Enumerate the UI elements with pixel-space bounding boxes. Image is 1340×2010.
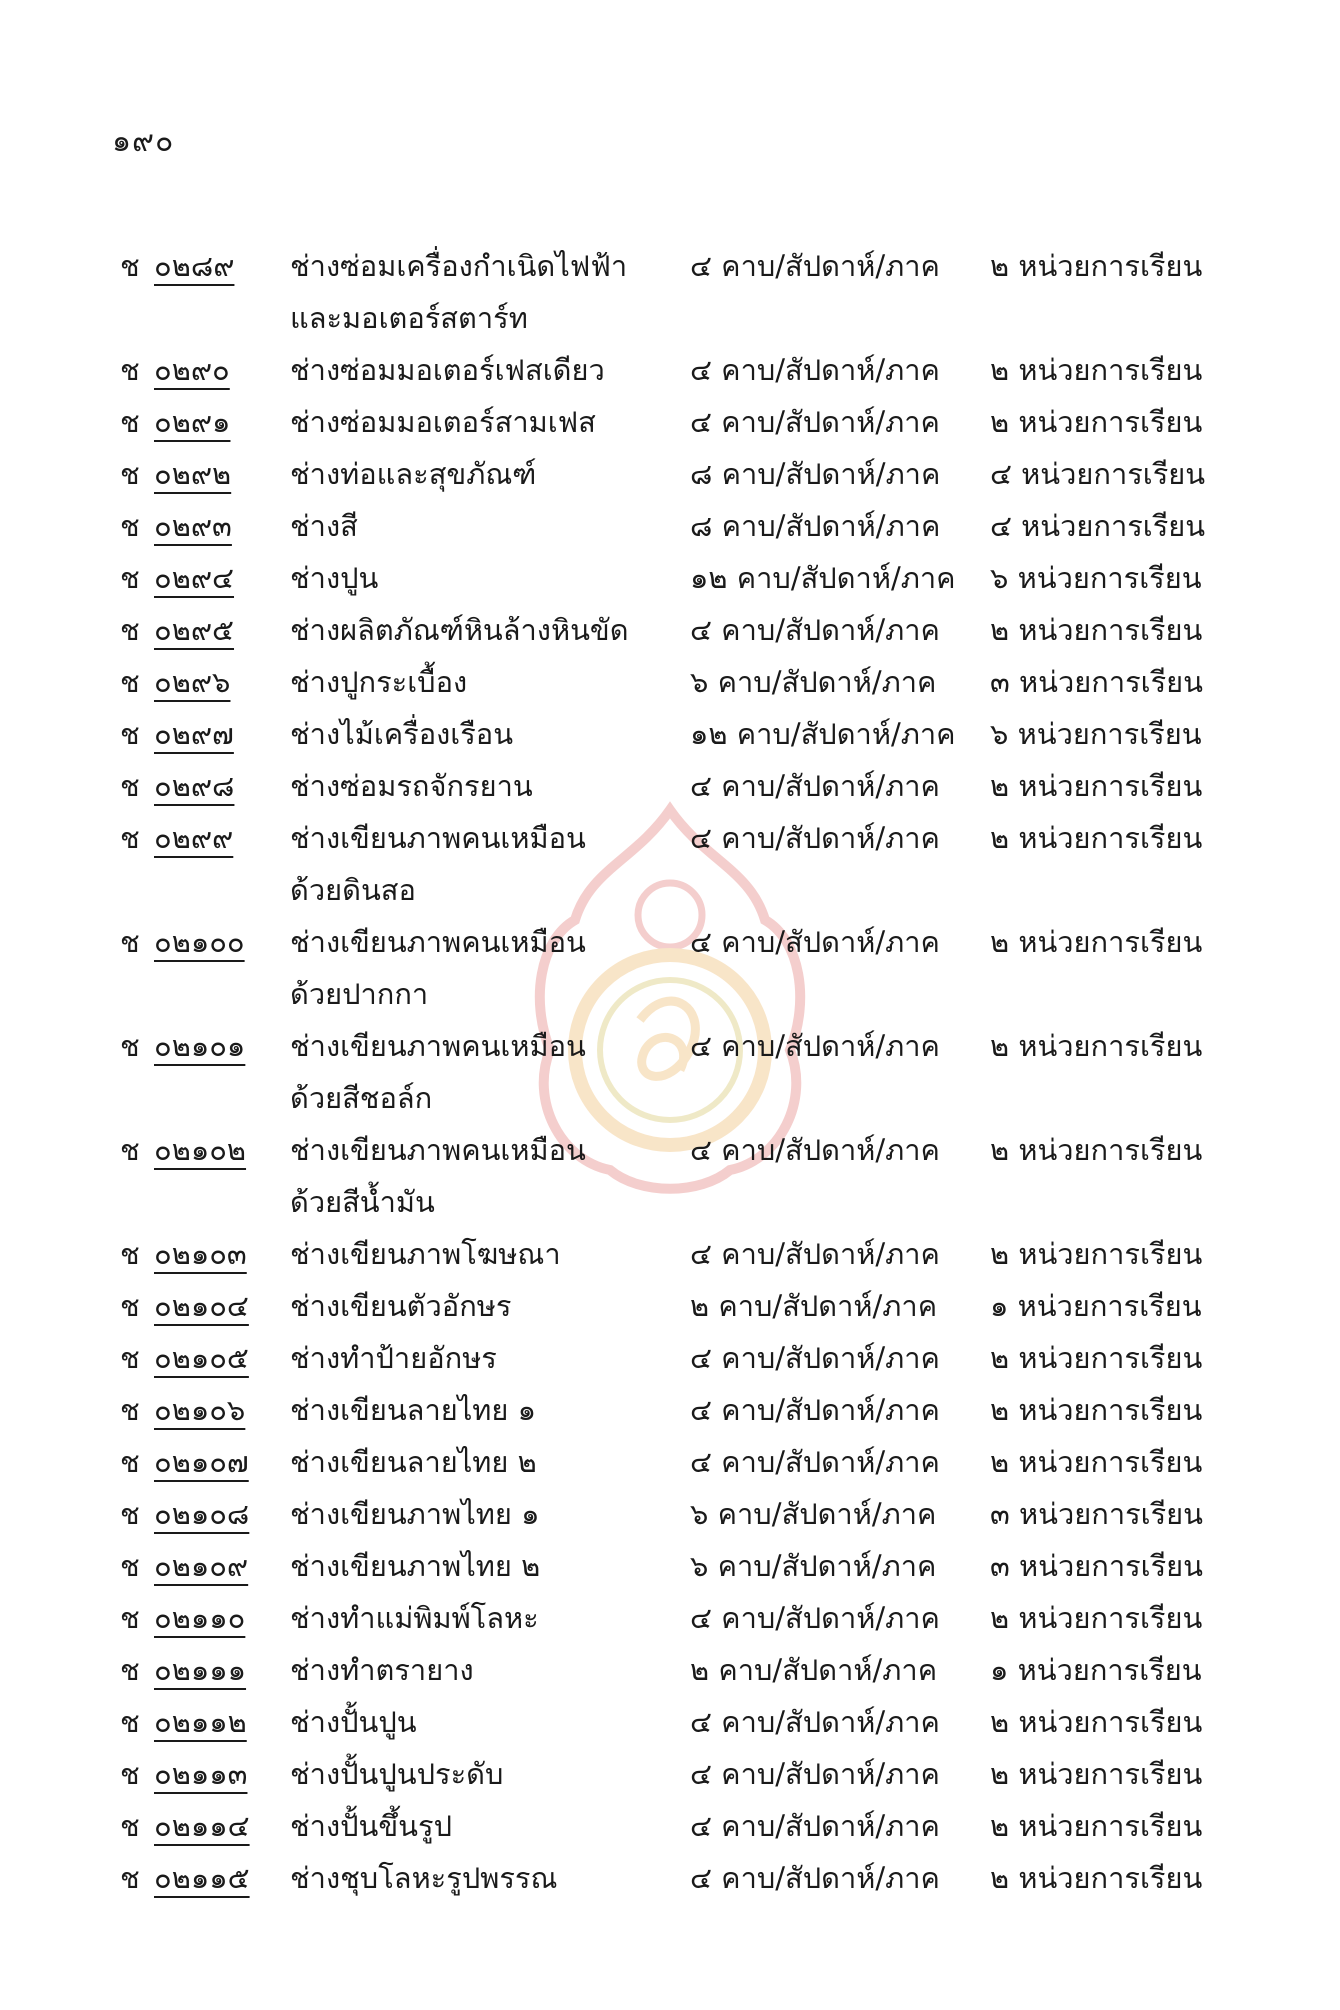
course-title-line: ช่างเขียนภาพคนเหมือน: [290, 925, 586, 959]
course-code-number: ๐๒๑๐๙: [154, 1549, 249, 1583]
course-code: [120, 760, 290, 812]
course-title-line: ช่างทำป้ายอักษร: [290, 1341, 497, 1375]
course-title: [290, 240, 690, 344]
course-title-line: ช่างเขียนภาพคนเหมือน: [290, 1133, 586, 1167]
page-number: ๑๙๐: [112, 124, 175, 159]
course-title: [290, 1644, 690, 1696]
course-code: [120, 1280, 290, 1332]
course-credits: ๒ หน่วยการเรียน: [990, 821, 1203, 855]
course-title: [290, 1852, 690, 1904]
course-title-line: ช่างซ่อมมอเตอร์สามเฟส: [290, 405, 596, 439]
course-hours: ๔ คาบ/สัปดาห์/ภาค: [690, 1341, 940, 1375]
course-hours: ๖ คาบ/สัปดาห์/ภาค: [690, 665, 937, 699]
course-list: [120, 240, 1240, 1904]
course-hours: ๒ คาบ/สัปดาห์/ภาค: [690, 1289, 938, 1323]
course-code-number: ๐๒๑๐๑: [154, 1029, 246, 1063]
course-hours: ๔ คาบ/สัปดาห์/ภาค: [690, 353, 940, 387]
course-code: [120, 1696, 290, 1748]
course-title: [290, 1592, 690, 1644]
course-code-prefix: ช: [120, 1705, 140, 1739]
course-credits: ๓ หน่วยการเรียน: [990, 1497, 1203, 1531]
course-code-prefix: ช: [120, 613, 140, 647]
course-row: [120, 1436, 1240, 1488]
course-code-number: ๐๒๙๑: [154, 405, 231, 439]
course-title-line: ช่างซ่อมรถจักรยาน: [290, 769, 533, 803]
course-row: [120, 1384, 1240, 1436]
course-title: [290, 1280, 690, 1332]
course-hours: ๔ คาบ/สัปดาห์/ภาค: [690, 613, 940, 647]
course-title: [290, 1696, 690, 1748]
course-title-line: ช่างทำตรายาง: [290, 1653, 474, 1687]
course-title: [290, 1384, 690, 1436]
course-title-line: ช่างเขียนลายไทย ๒: [290, 1445, 537, 1479]
course-credits: ๓ หน่วยการเรียน: [990, 665, 1203, 699]
course-code: [120, 604, 290, 656]
course-code-number: ๐๒๑๐๔: [154, 1289, 249, 1323]
course-code-number: ๐๒๙๖: [154, 665, 231, 699]
course-title: [290, 1748, 690, 1800]
course-row: [120, 604, 1240, 656]
course-credits: ๒ หน่วยการเรียน: [990, 769, 1203, 803]
course-title-line: ช่างปั้นปูนประดับ: [290, 1757, 504, 1791]
course-row: [120, 1488, 1240, 1540]
course-code-prefix: ช: [120, 1757, 140, 1791]
course-row: [120, 1696, 1240, 1748]
course-code: [120, 1124, 290, 1176]
course-credits: ๒ หน่วยการเรียน: [990, 249, 1203, 283]
course-row: [120, 656, 1240, 708]
course-code-prefix: ช: [120, 509, 140, 543]
course-code-prefix: ช: [120, 1653, 140, 1687]
course-title: [290, 1436, 690, 1488]
course-code-prefix: ช: [120, 1497, 140, 1531]
course-credits: ๖ หน่วยการเรียน: [990, 717, 1202, 751]
course-hours: ๔ คาบ/สัปดาห์/ภาค: [690, 1809, 940, 1843]
course-row: [120, 760, 1240, 812]
course-credits: ๖ หน่วยการเรียน: [990, 561, 1202, 595]
course-code-number: ๐๒๑๑๑: [154, 1653, 247, 1687]
course-code: [120, 1800, 290, 1852]
course-title-line: ช่างเขียนภาพไทย ๒: [290, 1549, 541, 1583]
course-hours: ๑๒ คาบ/สัปดาห์/ภาค: [690, 717, 956, 751]
course-credits: ๒ หน่วยการเรียน: [990, 1393, 1203, 1427]
course-code-prefix: ช: [120, 665, 140, 699]
course-hours: ๔ คาบ/สัปดาห์/ภาค: [690, 1705, 940, 1739]
course-title: [290, 1124, 690, 1228]
course-title-line: ช่างผลิตภัณฑ์หินล้างหินขัด: [290, 613, 629, 647]
course-code-number: ๐๒๘๙: [154, 249, 235, 283]
course-code-prefix: ช: [120, 1289, 140, 1323]
course-title: [290, 1488, 690, 1540]
course-title-line: และมอเตอร์สตาร์ท: [290, 301, 528, 335]
course-title-line: ช่างเขียนภาพคนเหมือน: [290, 1029, 586, 1063]
course-code-number: ๐๒๙๓: [154, 509, 232, 543]
course-title-line: ช่างทำแม่พิมพ์โลหะ: [290, 1601, 539, 1635]
course-code-number: ๐๒๙๗: [154, 717, 234, 751]
course-code-number: ๐๒๙๙: [154, 821, 234, 855]
course-row: [120, 812, 1240, 916]
course-credits: ๒ หน่วยการเรียน: [990, 1757, 1203, 1791]
course-hours: ๔ คาบ/สัปดาห์/ภาค: [690, 1445, 940, 1479]
course-code-prefix: ช: [120, 769, 140, 803]
course-code-prefix: ช: [120, 353, 140, 387]
course-code-prefix: ช: [120, 457, 140, 491]
course-title: [290, 1800, 690, 1852]
course-row: [120, 396, 1240, 448]
course-title: [290, 708, 690, 760]
course-code: [120, 1592, 290, 1644]
course-code-prefix: ช: [120, 249, 140, 283]
course-title-line: ช่างท่อและสุขภัณฑ์: [290, 457, 537, 491]
course-code: [120, 240, 290, 292]
course-code-number: ๐๒๙๒: [154, 457, 232, 491]
course-title-line: ช่างซ่อมเครื่องกำเนิดไฟฟ้า: [290, 249, 628, 283]
course-code: [120, 1020, 290, 1072]
course-code-prefix: ช: [120, 925, 140, 959]
course-code-prefix: ช: [120, 1549, 140, 1583]
course-credits: ๑ หน่วยการเรียน: [990, 1653, 1202, 1687]
course-row: [120, 1800, 1240, 1852]
course-credits: ๒ หน่วยการเรียน: [990, 613, 1203, 647]
course-hours: ๔ คาบ/สัปดาห์/ภาค: [690, 405, 940, 439]
course-credits: ๒ หน่วยการเรียน: [990, 1705, 1203, 1739]
course-row: [120, 344, 1240, 396]
course-credits: ๒ หน่วยการเรียน: [990, 1237, 1203, 1271]
course-code-number: ๐๒๙๐: [154, 353, 230, 387]
course-title-line: ช่างปูน: [290, 561, 379, 595]
course-hours: ๖ คาบ/สัปดาห์/ภาค: [690, 1497, 937, 1531]
course-code-prefix: ช: [120, 1445, 140, 1479]
course-title: [290, 1020, 690, 1124]
course-code: [120, 500, 290, 552]
course-title-line: ช่างเขียนภาพโฆษณา: [290, 1237, 561, 1271]
course-credits: ๒ หน่วยการเรียน: [990, 1861, 1203, 1895]
course-hours: ๘ คาบ/สัปดาห์/ภาค: [690, 457, 941, 491]
course-row: [120, 1280, 1240, 1332]
course-row: [120, 1644, 1240, 1696]
course-code: [120, 1644, 290, 1696]
course-credits: ๒ หน่วยการเรียน: [990, 1809, 1203, 1843]
course-title-line: ด้วยดินสอ: [290, 873, 416, 907]
course-title-line: ช่างชุบโลหะรูปพรรณ: [290, 1861, 558, 1895]
course-code-number: ๐๒๙๔: [154, 561, 235, 595]
course-credits: ๒ หน่วยการเรียน: [990, 1341, 1203, 1375]
course-code: [120, 448, 290, 500]
course-credits: ๒ หน่วยการเรียน: [990, 353, 1203, 387]
course-credits: ๓ หน่วยการเรียน: [990, 1549, 1203, 1583]
course-credits: ๔ หน่วยการเรียน: [990, 457, 1206, 491]
course-title: [290, 760, 690, 812]
course-credits: ๒ หน่วยการเรียน: [990, 1029, 1203, 1063]
course-title-line: ช่างปั้นปูน: [290, 1705, 417, 1739]
course-code-number: ๐๒๑๐๐: [154, 925, 245, 959]
course-code: [120, 396, 290, 448]
course-code-prefix: ช: [120, 405, 140, 439]
course-title-line: ช่างไม้เครื่องเรือน: [290, 717, 514, 751]
course-code-number: ๐๒๑๐๓: [154, 1237, 247, 1271]
course-code: [120, 656, 290, 708]
course-title: [290, 1540, 690, 1592]
course-row: [120, 240, 1240, 344]
course-title: [290, 1332, 690, 1384]
course-hours: ๔ คาบ/สัปดาห์/ภาค: [690, 769, 940, 803]
course-code: [120, 812, 290, 864]
course-code-number: ๐๒๑๑๐: [154, 1601, 246, 1635]
course-title-line: ช่างเขียนภาพไทย ๑: [290, 1497, 540, 1531]
course-credits: ๔ หน่วยการเรียน: [990, 509, 1206, 543]
course-code-prefix: ช: [120, 561, 140, 595]
course-code: [120, 1332, 290, 1384]
course-code-number: ๐๒๑๐๕: [154, 1341, 249, 1375]
course-code: [120, 916, 290, 968]
course-code-prefix: ช: [120, 1029, 140, 1063]
course-row: [120, 916, 1240, 1020]
course-hours: ๔ คาบ/สัปดาห์/ภาค: [690, 1601, 940, 1635]
course-row: [120, 448, 1240, 500]
course-hours: ๔ คาบ/สัปดาห์/ภาค: [690, 1133, 940, 1167]
course-code: [120, 1436, 290, 1488]
course-row: [120, 1592, 1240, 1644]
course-code-number: ๐๒๑๐๗: [154, 1445, 249, 1479]
course-code-number: ๐๒๑๐๖: [154, 1393, 246, 1427]
course-row: [120, 1852, 1240, 1904]
course-title-line: ช่างปั้นขึ้นรูป: [290, 1809, 452, 1843]
course-code: [120, 1540, 290, 1592]
course-credits: ๒ หน่วยการเรียน: [990, 925, 1203, 959]
course-code: [120, 1228, 290, 1280]
course-credits: ๒ หน่วยการเรียน: [990, 1601, 1203, 1635]
course-code-prefix: ช: [120, 1809, 140, 1843]
course-row: [120, 1748, 1240, 1800]
course-hours: ๔ คาบ/สัปดาห์/ภาค: [690, 1237, 940, 1271]
course-code: [120, 344, 290, 396]
course-row: [120, 552, 1240, 604]
course-title-line: ช่างเขียนภาพคนเหมือน: [290, 821, 586, 855]
course-code-number: ๐๒๑๑๕: [154, 1861, 250, 1895]
course-title: [290, 916, 690, 1020]
course-code-prefix: ช: [120, 1393, 140, 1427]
course-row: [120, 1020, 1240, 1124]
course-hours: ๘ คาบ/สัปดาห์/ภาค: [690, 509, 941, 543]
course-hours: ๔ คาบ/สัปดาห์/ภาค: [690, 925, 940, 959]
course-code-number: ๐๒๑๐๒: [154, 1133, 247, 1167]
course-code: [120, 1748, 290, 1800]
course-hours: ๒ คาบ/สัปดาห์/ภาค: [690, 1653, 938, 1687]
course-credits: ๒ หน่วยการเรียน: [990, 1445, 1203, 1479]
course-code: [120, 552, 290, 604]
course-code-number: ๐๒๙๘: [154, 769, 235, 803]
course-hours: ๔ คาบ/สัปดาห์/ภาค: [690, 1393, 940, 1427]
course-row: [120, 1124, 1240, 1228]
course-title: [290, 396, 690, 448]
course-title: [290, 500, 690, 552]
course-row: [120, 1540, 1240, 1592]
course-hours: ๔ คาบ/สัปดาห์/ภาค: [690, 1861, 940, 1895]
course-title: [290, 656, 690, 708]
course-hours: ๑๒ คาบ/สัปดาห์/ภาค: [690, 561, 956, 595]
course-title-line: ช่างเขียนลายไทย ๑: [290, 1393, 537, 1427]
course-title-line: ช่างสี: [290, 509, 358, 543]
course-row: [120, 1228, 1240, 1280]
course-title-line: ช่างซ่อมมอเตอร์เฟสเดียว: [290, 353, 605, 387]
course-title: [290, 604, 690, 656]
course-code-prefix: ช: [120, 1341, 140, 1375]
course-title: [290, 812, 690, 916]
course-code-prefix: ช: [120, 1601, 140, 1635]
course-title-line: ช่างเขียนตัวอักษร: [290, 1289, 512, 1323]
course-code-prefix: ช: [120, 1237, 140, 1271]
course-code: [120, 708, 290, 760]
course-title: [290, 552, 690, 604]
course-code: [120, 1488, 290, 1540]
course-code-prefix: ช: [120, 1861, 140, 1895]
course-code-number: ๐๒๑๑๒: [154, 1705, 247, 1739]
course-title: [290, 344, 690, 396]
course-title: [290, 1228, 690, 1280]
course-code-prefix: ช: [120, 717, 140, 751]
course-title-line: ด้วยสีชอล์ก: [290, 1081, 433, 1115]
course-code-number: ๐๒๑๑๔: [154, 1809, 250, 1843]
course-title-line: ด้วยปากกา: [290, 977, 429, 1011]
course-credits: ๒ หน่วยการเรียน: [990, 1133, 1203, 1167]
course-credits: ๒ หน่วยการเรียน: [990, 405, 1203, 439]
course-title: [290, 448, 690, 500]
course-hours: ๖ คาบ/สัปดาห์/ภาค: [690, 1549, 937, 1583]
course-code-prefix: ช: [120, 1133, 140, 1167]
course-hours: ๔ คาบ/สัปดาห์/ภาค: [690, 1029, 940, 1063]
course-hours: ๔ คาบ/สัปดาห์/ภาค: [690, 821, 940, 855]
course-code-number: ๐๒๙๕: [154, 613, 235, 647]
course-hours: ๔ คาบ/สัปดาห์/ภาค: [690, 1757, 940, 1791]
course-credits: ๑ หน่วยการเรียน: [990, 1289, 1202, 1323]
course-code-number: ๐๒๑๑๓: [154, 1757, 248, 1791]
course-row: [120, 1332, 1240, 1384]
course-hours: ๔ คาบ/สัปดาห์/ภาค: [690, 249, 940, 283]
course-title-line: ช่างปูกระเบื้อง: [290, 665, 468, 699]
course-code-number: ๐๒๑๐๘: [154, 1497, 250, 1531]
course-code: [120, 1384, 290, 1436]
course-code: [120, 1852, 290, 1904]
course-row: [120, 708, 1240, 760]
course-row: [120, 500, 1240, 552]
course-title-line: ด้วยสีน้ำมัน: [290, 1185, 435, 1219]
course-code-prefix: ช: [120, 821, 140, 855]
